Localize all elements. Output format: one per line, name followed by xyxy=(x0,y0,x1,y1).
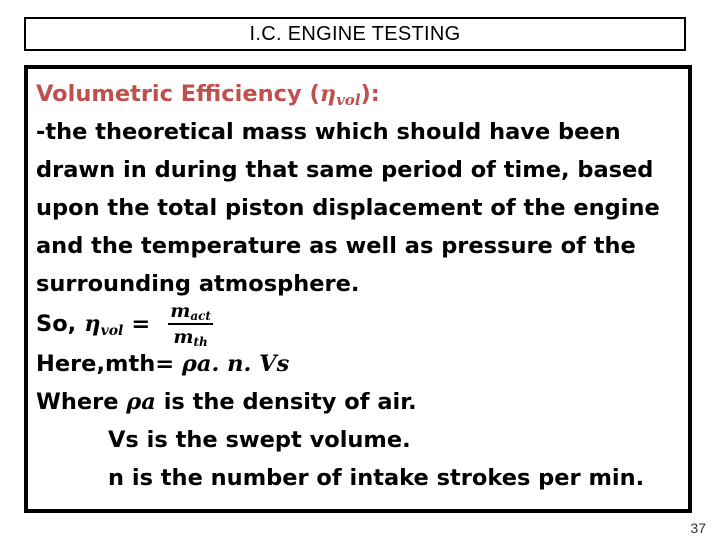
formula-lhs xyxy=(84,305,123,343)
definition-line: and the temperature as well as pressure of the xyxy=(36,233,636,259)
here-prefix: Here,mth= xyxy=(36,351,175,377)
definition-line: surrounding atmosphere. xyxy=(36,271,360,297)
fraction-numerator xyxy=(168,301,213,325)
numerator-subscript: act xyxy=(190,309,211,323)
heading-symbol: η xyxy=(319,81,337,107)
denominator-symbol: m xyxy=(173,326,194,348)
numerator-symbol: m xyxy=(170,300,191,322)
formula-fraction xyxy=(168,301,213,347)
definition-line: drawn in during that same period of time, based xyxy=(36,157,654,183)
denominator-subscript: th xyxy=(193,335,208,349)
theoretical-mass-line xyxy=(36,345,680,383)
swept-volume-note: Vs is the swept volume. xyxy=(108,427,411,453)
heading-suffix: ): xyxy=(360,81,380,107)
where-prefix: Where xyxy=(36,389,119,415)
slide-title: I.C. ENGINE TESTING xyxy=(249,22,461,45)
here-expression: ρa. n. Vs xyxy=(181,351,290,377)
where-suffix: is the density of air. xyxy=(163,389,417,415)
definition-line: upon the total piston displacement of the engine xyxy=(36,195,660,221)
formula-equals: = xyxy=(131,310,151,337)
section-heading xyxy=(36,75,680,113)
fraction-denominator xyxy=(173,325,207,347)
formula-lhs-subscript: vol xyxy=(100,322,124,339)
content-box xyxy=(24,65,692,513)
definition-paragraph xyxy=(36,113,680,303)
page-number: 37 xyxy=(690,520,706,536)
definition-line: -the theoretical mass which should have been xyxy=(36,119,621,145)
efficiency-formula xyxy=(36,300,680,349)
heading-label: Volumetric Efficiency ( xyxy=(36,81,320,107)
density-symbol: ρa xyxy=(126,389,156,415)
title-box xyxy=(24,17,686,51)
density-line xyxy=(36,383,680,421)
heading-subscript: vol xyxy=(336,91,361,109)
intake-strokes-note: n is the number of intake strokes per min. xyxy=(108,465,645,491)
formula-prefix: So, xyxy=(36,310,77,337)
formula-lhs-symbol: η xyxy=(84,310,101,337)
